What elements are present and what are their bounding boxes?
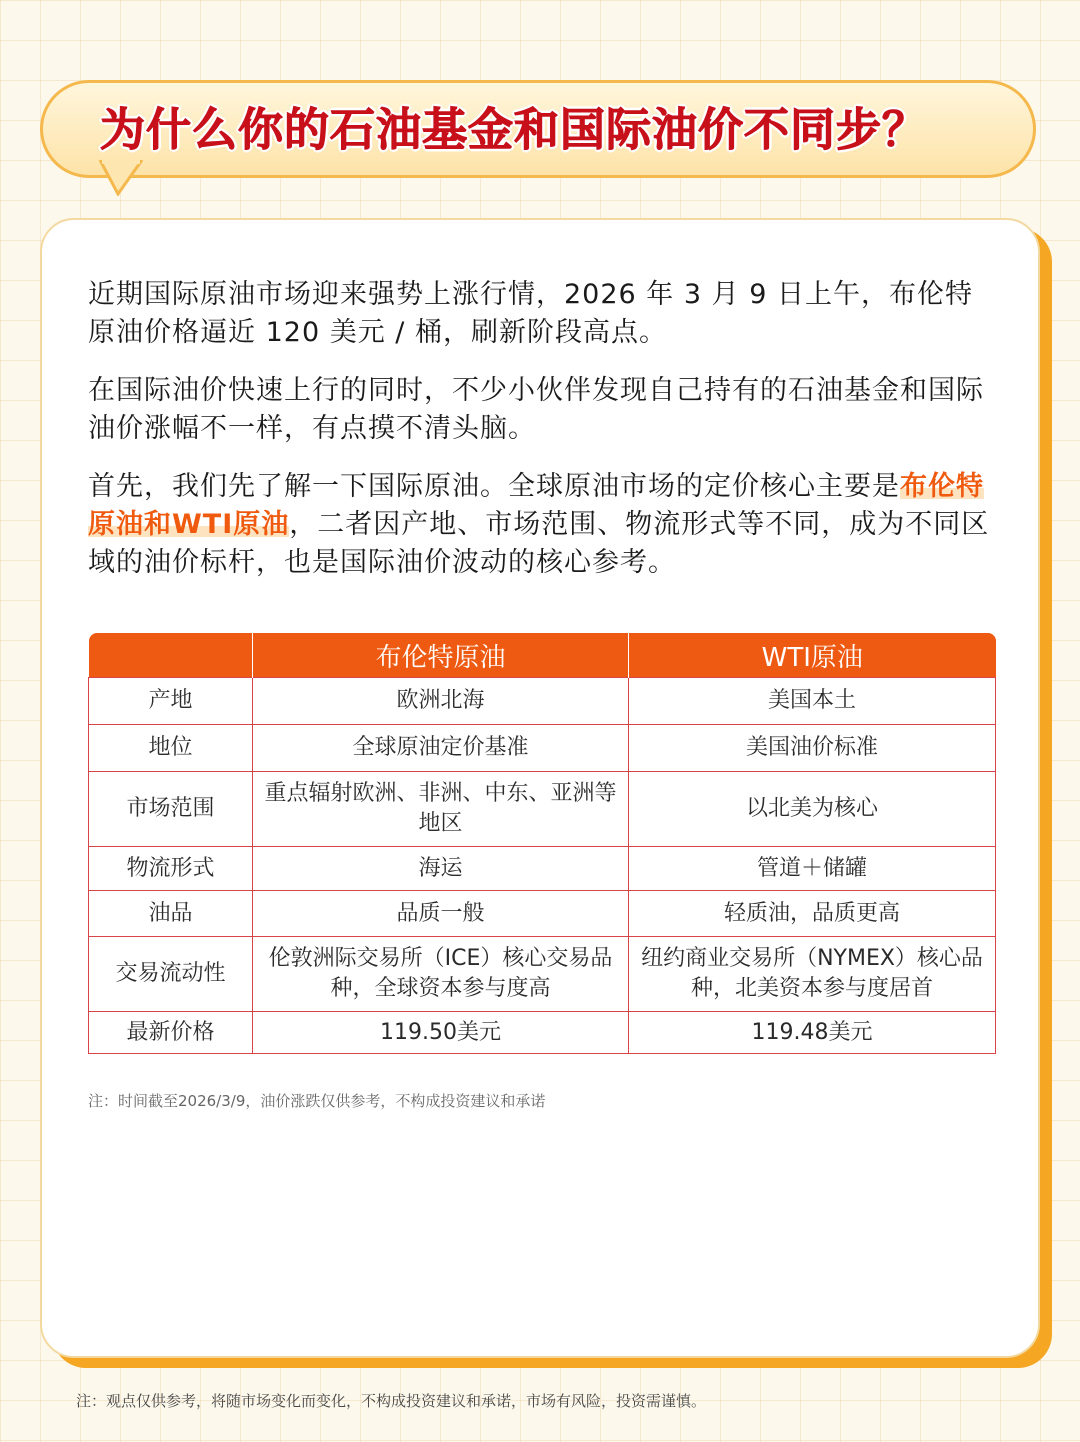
wti-cell: 美国油价标准 (629, 725, 996, 772)
row-label: 市场范围 (89, 772, 253, 847)
row-label: 产地 (89, 678, 253, 725)
table-row (89, 891, 996, 937)
wti-cell: 管道＋储罐 (629, 847, 996, 891)
paragraph-explanation-end: ，二者因产地、市场范围、物流形式等不同，成为不同区域的油价标杆，也是国际油价波动的核心参考。 (88, 509, 990, 578)
highlight-benchmarks: 布伦特原油和WTI原油 (88, 471, 984, 540)
brent-cell: 海运 (253, 847, 629, 891)
wti-cell: 119.48美元 (629, 1012, 996, 1054)
table-row (89, 725, 996, 772)
paragraph-explanation-start: 首先，我们先了解一下国际原油。全球原油市场的定价核心主要是 (88, 471, 900, 502)
wti-cell: 轻质油，品质更高 (629, 891, 996, 937)
bubble-tail (98, 160, 146, 196)
table-row (89, 678, 996, 725)
row-label: 交易流动性 (89, 937, 253, 1012)
header-wti: WTI原油 (629, 633, 996, 678)
paragraph-question: 在国际油价快速上行的同时，不少小伙伴发现自己持有的石油基金和国际油价涨幅不一样，有点摸不清头脑。 (88, 375, 984, 444)
row-label: 油品 (89, 891, 253, 937)
table-note: 注：时间截至2026/3/9，油价涨跌仅供参考，不构成投资建议和承诺 (88, 1092, 546, 1110)
paragraph-explanation (88, 468, 998, 582)
table-row (89, 937, 996, 1012)
footer-disclaimer: 注：观点仅供参考，将随市场变化而变化，不构成投资建议和承诺，市场有风险，投资需谨慎。 (76, 1392, 707, 1410)
brent-cell: 欧洲北海 (253, 678, 629, 725)
table-row (89, 1012, 996, 1054)
comparison-table (88, 633, 996, 1054)
table-row (89, 847, 996, 891)
brent-cell: 品质一般 (253, 891, 629, 937)
table-header-row (89, 633, 996, 678)
wti-cell: 以北美为核心 (629, 772, 996, 847)
wti-cell: 纽约商业交易所（NYMEX）核心品种，北美资本参与度居首 (629, 937, 996, 1012)
table-row (89, 772, 996, 847)
header-brent: 布伦特原油 (253, 633, 629, 678)
paragraph-intro: 近期国际原油市场迎来强势上涨行情，2026 年 3 月 9 日上午，布伦特原油价格逼近 120 美元 / 桶，刷新阶段高点。 (88, 279, 973, 348)
brent-cell: 伦敦洲际交易所（ICE）核心交易品种，全球资本参与度高 (253, 937, 629, 1012)
row-label: 最新价格 (89, 1012, 253, 1054)
brent-cell: 重点辐射欧洲、非洲、中东、亚洲等地区 (253, 772, 629, 847)
page-title: 为什么你的石油基金和国际油价不同步？ (100, 103, 929, 156)
wti-cell: 美国本土 (629, 678, 996, 725)
row-label: 物流形式 (89, 847, 253, 891)
row-label: 地位 (89, 725, 253, 772)
brent-cell: 119.50美元 (253, 1012, 629, 1054)
brent-cell: 全球原油定价基准 (253, 725, 629, 772)
header-empty (89, 633, 253, 678)
